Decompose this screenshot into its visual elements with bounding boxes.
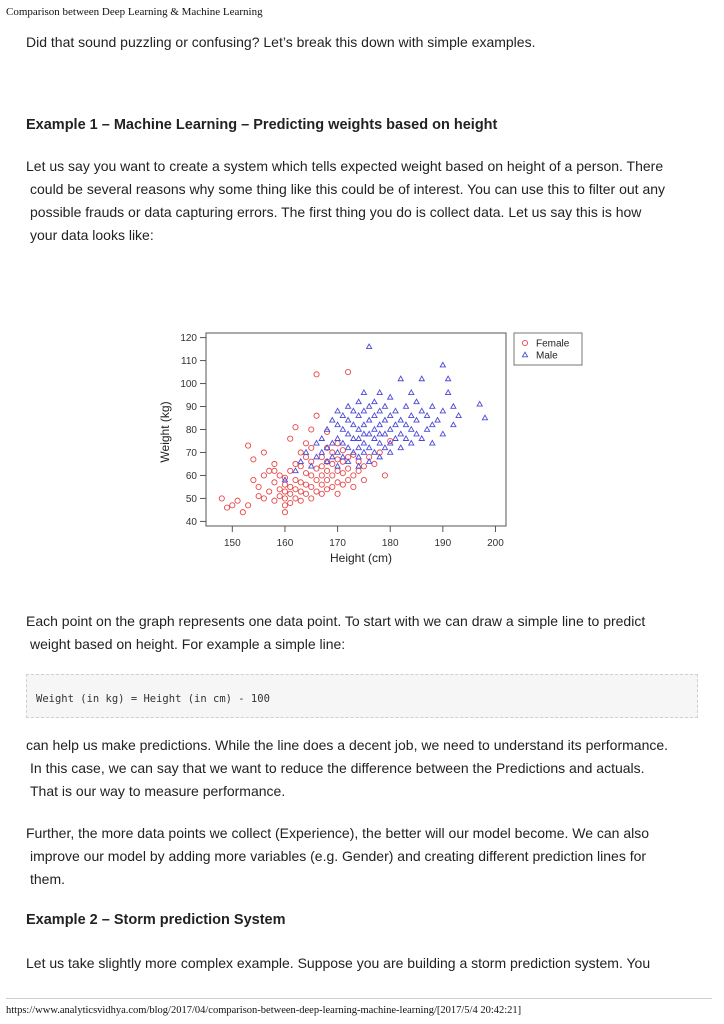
- male-point: [440, 362, 445, 367]
- y-tick-label: 100: [180, 379, 197, 391]
- female-point: [319, 482, 324, 487]
- male-point: [346, 404, 351, 409]
- y-tick-label: 120: [180, 333, 197, 345]
- male-point: [319, 436, 324, 441]
- male-point: [409, 413, 414, 418]
- female-point: [288, 500, 293, 505]
- female-series: [219, 369, 393, 514]
- male-point: [335, 436, 340, 441]
- female-point: [372, 461, 377, 466]
- female-point: [251, 477, 256, 482]
- paragraph-line: them.: [30, 871, 66, 887]
- female-point: [346, 466, 351, 471]
- female-point: [277, 487, 282, 492]
- male-point: [335, 463, 340, 468]
- male-point: [377, 422, 382, 427]
- female-point: [246, 503, 251, 508]
- female-point: [272, 468, 277, 473]
- female-point: [309, 496, 314, 501]
- male-point: [446, 376, 451, 381]
- y-axis: [180, 333, 206, 528]
- male-point: [330, 440, 335, 445]
- male-point: [356, 436, 361, 441]
- paragraph-line: That is our way to measure performance.: [30, 783, 286, 799]
- female-point: [382, 473, 387, 478]
- female-point: [309, 445, 314, 450]
- example1-paragraph-4: [26, 822, 698, 891]
- male-point: [377, 440, 382, 445]
- male-point: [340, 440, 345, 445]
- female-point: [314, 372, 319, 377]
- female-point: [319, 454, 324, 459]
- female-point: [303, 471, 308, 476]
- female-point: [219, 496, 224, 501]
- male-point: [335, 408, 340, 413]
- paragraph-line: could be several reasons why some thing like this could be of interest. You can use this to filter out any: [30, 181, 666, 197]
- male-point: [372, 450, 377, 455]
- male-point: [446, 390, 451, 395]
- male-point: [361, 390, 366, 395]
- female-point: [314, 477, 319, 482]
- male-point: [335, 422, 340, 427]
- print-header: Comparison between Deep Learning & Machine Learning: [6, 6, 263, 18]
- male-point: [398, 445, 403, 450]
- female-point: [324, 477, 329, 482]
- example1-paragraph-1: [26, 155, 698, 247]
- print-footer: https://www.analyticsvidhya.com/blog/2017/04/comparison-between-deep-learning-machine-learning/[2017/5/4 20:42:21]: [6, 1005, 522, 1016]
- male-point: [293, 468, 298, 473]
- female-point: [335, 491, 340, 496]
- example2-heading: Example 2 – Storm prediction System: [26, 912, 286, 928]
- male-point: [403, 404, 408, 409]
- female-point: [272, 461, 277, 466]
- female-point: [298, 464, 303, 469]
- male-point: [372, 427, 377, 432]
- female-legend-label: Female: [536, 338, 570, 350]
- male-point: [393, 422, 398, 427]
- x-tick-label: 200: [487, 538, 504, 549]
- male-point: [377, 454, 382, 459]
- male-point: [314, 454, 319, 459]
- male-point: [377, 408, 382, 413]
- y-tick-label: 50: [185, 493, 197, 505]
- female-point: [298, 450, 303, 455]
- male-point: [367, 344, 372, 349]
- female-point: [246, 443, 251, 448]
- y-tick-label: 60: [185, 470, 197, 482]
- female-point: [303, 482, 308, 487]
- female-point: [324, 468, 329, 473]
- female-point: [330, 461, 335, 466]
- paragraph-line: can help us make predictions. While the line does a decent job, we need to understand its performance.: [26, 737, 669, 753]
- y-tick-label: 70: [185, 447, 197, 459]
- female-point: [298, 480, 303, 485]
- male-point: [382, 445, 387, 450]
- male-point: [356, 445, 361, 450]
- female-point: [319, 491, 324, 496]
- female-point: [335, 480, 340, 485]
- x-axis-label: Height (cm): [329, 551, 393, 565]
- female-point: [351, 473, 356, 478]
- chart-legend: [514, 333, 582, 365]
- female-point: [293, 461, 298, 466]
- female-point: [314, 466, 319, 471]
- example2-paragraph-1: [26, 952, 698, 975]
- male-point: [403, 436, 408, 441]
- paragraph-line: Further, the more data points we collect (Experience), the better will our model become. We can also: [26, 825, 650, 841]
- male-point: [477, 401, 482, 406]
- male-point: [361, 440, 366, 445]
- male-point: [346, 431, 351, 436]
- male-point: [330, 454, 335, 459]
- male-point: [424, 427, 429, 432]
- male-point: [377, 431, 382, 436]
- example1-heading: Example 1 – Machine Learning – Predicting weights based on height: [26, 117, 498, 133]
- female-point: [288, 484, 293, 489]
- male-point: [340, 427, 345, 432]
- paragraph-line: Let us take slightly more complex example. Suppose you are building a storm prediction system. You: [26, 955, 651, 971]
- female-point: [298, 489, 303, 494]
- male-point: [367, 445, 372, 450]
- male-point: [388, 450, 393, 455]
- y-tick-label: 110: [181, 356, 197, 368]
- female-point: [314, 489, 319, 494]
- paragraph-line: Let us say you want to create a system which tells expected weight based on height of a person. There: [26, 158, 664, 174]
- female-point: [356, 468, 361, 473]
- male-point: [419, 376, 424, 381]
- male-point: [388, 395, 393, 400]
- x-tick-label: 150: [223, 538, 241, 549]
- male-point: [430, 440, 435, 445]
- male-point: [346, 418, 351, 423]
- male-point: [393, 408, 398, 413]
- male-point: [361, 431, 366, 436]
- code-formula: Weight (in kg) = Height (in cm) - 100: [36, 693, 270, 705]
- female-point: [277, 494, 282, 499]
- female-point: [293, 487, 298, 492]
- x-tick-label: 170: [329, 538, 346, 549]
- male-point: [398, 376, 403, 381]
- male-point: [414, 418, 419, 423]
- height-weight-scatter-chart: [150, 325, 590, 575]
- female-point: [330, 473, 335, 478]
- male-point: [340, 413, 345, 418]
- male-point: [367, 418, 372, 423]
- female-point: [282, 482, 287, 487]
- male-point: [346, 459, 351, 464]
- female-point: [335, 468, 340, 473]
- female-point: [303, 491, 308, 496]
- female-point: [361, 464, 366, 469]
- male-point: [456, 413, 461, 418]
- male-point: [372, 436, 377, 441]
- female-point: [293, 477, 298, 482]
- male-point: [398, 418, 403, 423]
- male-point: [382, 404, 387, 409]
- male-point: [451, 422, 456, 427]
- male-point: [303, 450, 308, 455]
- male-point: [388, 413, 393, 418]
- male-point: [346, 445, 351, 450]
- female-point: [235, 498, 240, 503]
- female-point: [251, 457, 256, 462]
- male-point: [356, 427, 361, 432]
- male-point: [309, 463, 314, 468]
- female-point: [335, 457, 340, 462]
- male-point: [340, 454, 345, 459]
- male-series: [282, 344, 487, 482]
- male-point: [440, 408, 445, 413]
- female-point: [293, 496, 298, 501]
- female-point: [282, 503, 287, 508]
- female-point: [309, 427, 314, 432]
- male-point: [424, 413, 429, 418]
- female-point: [230, 503, 235, 508]
- male-point: [398, 431, 403, 436]
- paragraph-line: weight based on height. For example a simple line:: [30, 636, 346, 652]
- male-point: [356, 399, 361, 404]
- male-point: [361, 408, 366, 413]
- paragraph-line: In this case, we can say that we want to reduce the difference between the Predictions and actuals.: [30, 760, 645, 776]
- female-point: [240, 510, 245, 515]
- scatter-plot-svg: [150, 325, 590, 570]
- female-point: [261, 450, 266, 455]
- male-point: [409, 440, 414, 445]
- female-point: [282, 496, 287, 501]
- male-point: [482, 415, 487, 420]
- male-point: [356, 454, 361, 459]
- male-point: [393, 436, 398, 441]
- female-point: [256, 494, 261, 499]
- male-point: [319, 450, 324, 455]
- x-tick-label: 190: [434, 538, 452, 549]
- male-point: [372, 413, 377, 418]
- male-point: [388, 427, 393, 432]
- y-axis-label: Weight (kg): [158, 401, 172, 463]
- female-point: [330, 484, 335, 489]
- female-point: [293, 425, 298, 430]
- paragraph-line: your data looks like:: [30, 227, 154, 243]
- male-point: [356, 463, 361, 468]
- x-tick-label: 180: [381, 538, 399, 549]
- female-point: [282, 510, 287, 515]
- male-point: [409, 390, 414, 395]
- female-point: [277, 473, 282, 478]
- y-tick-label: 80: [185, 425, 197, 436]
- female-point: [267, 468, 272, 473]
- female-point: [340, 471, 345, 476]
- female-point: [324, 487, 329, 492]
- male-point: [382, 418, 387, 423]
- example1-paragraph-2: [26, 610, 698, 656]
- male-point: [298, 459, 303, 464]
- male-point: [367, 404, 372, 409]
- female-point: [309, 484, 314, 489]
- male-point: [414, 431, 419, 436]
- female-point: [340, 459, 345, 464]
- female-point: [340, 448, 345, 453]
- paragraph-line: improve our model by adding more variables (e.g. Gender) and creating different prediction lines for: [30, 848, 647, 864]
- male-point: [314, 440, 319, 445]
- male-point: [330, 418, 335, 423]
- female-point: [346, 369, 351, 374]
- male-point: [372, 399, 377, 404]
- plot-box: [206, 333, 506, 526]
- intro-paragraph: [26, 31, 698, 54]
- code-block: [26, 674, 698, 718]
- example1-paragraph-3: [26, 734, 698, 803]
- female-point: [361, 477, 366, 482]
- male-point: [335, 450, 340, 455]
- female-point: [319, 473, 324, 478]
- female-point: [267, 489, 272, 494]
- male-point: [367, 459, 372, 464]
- male-point: [435, 418, 440, 423]
- female-point: [224, 505, 229, 510]
- male-point: [351, 436, 356, 441]
- male-point: [361, 450, 366, 455]
- female-point: [303, 441, 308, 446]
- paragraph-line: possible frauds or data capturing errors. The first thing you do is collect data. Let us say this is how: [30, 204, 642, 220]
- male-point: [356, 413, 361, 418]
- plot-frame: [206, 333, 506, 526]
- y-tick-label: 90: [185, 402, 197, 414]
- female-point: [272, 498, 277, 503]
- male-point: [430, 422, 435, 427]
- female-point: [319, 464, 324, 469]
- female-point: [288, 468, 293, 473]
- female-point: [351, 484, 356, 489]
- x-tick-label: 160: [276, 538, 294, 549]
- female-point: [340, 482, 345, 487]
- male-point: [382, 431, 387, 436]
- female-point: [288, 491, 293, 496]
- male-point: [361, 422, 366, 427]
- female-point: [261, 496, 266, 501]
- female-point: [261, 473, 266, 478]
- paragraph-line: Each point on the graph represents one data point. To start with we can draw a simple line to predict: [26, 613, 646, 629]
- x-axis: [224, 526, 504, 549]
- female-point: [282, 489, 287, 494]
- male-legend-label: Male: [536, 350, 558, 362]
- female-point: [298, 498, 303, 503]
- male-point: [351, 422, 356, 427]
- male-point: [440, 431, 445, 436]
- female-point: [303, 454, 308, 459]
- footer-divider: [6, 998, 712, 999]
- female-point: [309, 473, 314, 478]
- male-point: [377, 390, 382, 395]
- male-point: [409, 427, 414, 432]
- male-point: [367, 431, 372, 436]
- intro-line: Did that sound puzzling or confusing? Let’s break this down with simple examples.: [26, 34, 536, 50]
- female-point: [288, 436, 293, 441]
- female-point: [335, 441, 340, 446]
- female-point: [256, 484, 261, 489]
- male-point: [403, 422, 408, 427]
- y-tick-label: 40: [185, 516, 197, 528]
- male-point: [419, 436, 424, 441]
- male-point: [414, 399, 419, 404]
- female-point: [314, 413, 319, 418]
- male-point: [351, 408, 356, 413]
- male-point: [430, 404, 435, 409]
- male-point: [451, 404, 456, 409]
- male-point: [419, 408, 424, 413]
- female-point: [272, 480, 277, 485]
- female-point: [346, 477, 351, 482]
